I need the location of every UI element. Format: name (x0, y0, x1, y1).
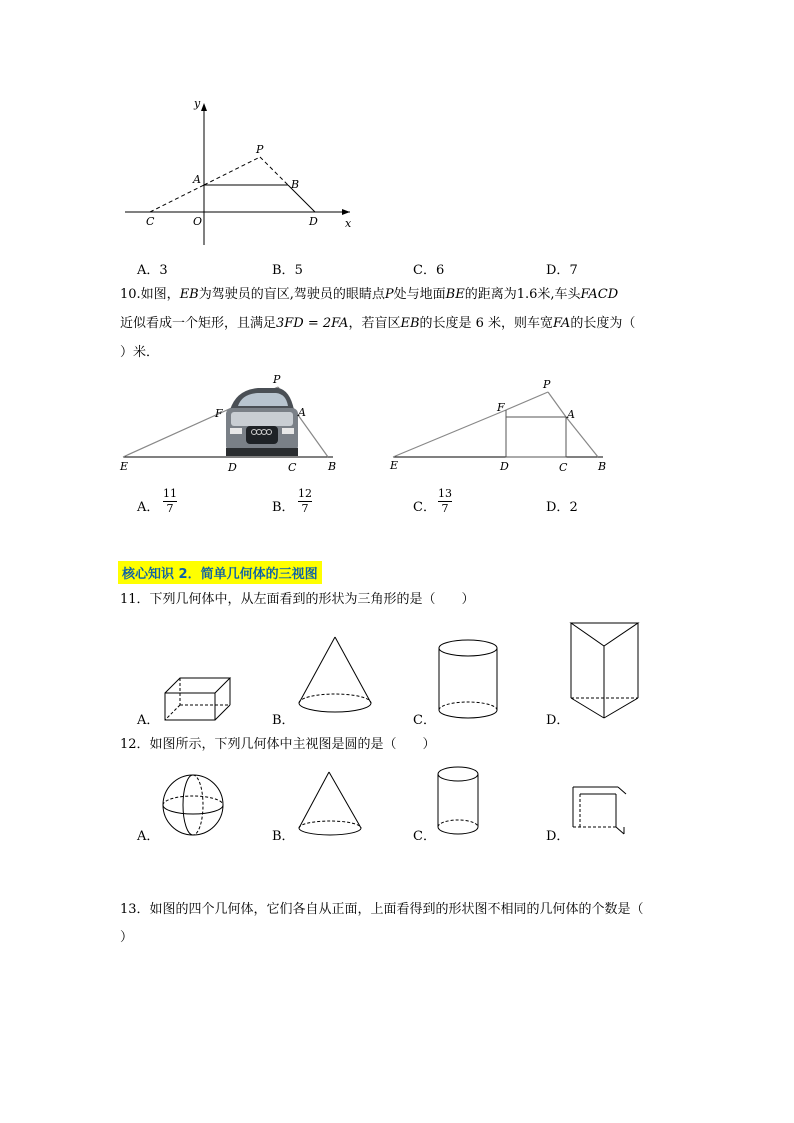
q11-question: 11．下列几何体中，从左面看到的形状为三角形的是（ ） (120, 592, 475, 607)
fig10L-label-B: B (328, 460, 337, 473)
q10-option-c-letter: C． (413, 500, 436, 515)
label-O: O (193, 215, 203, 228)
fig10R-label-F: F (497, 401, 505, 414)
q9-option-c: C．6 (413, 263, 445, 278)
label-A: A (193, 173, 201, 186)
fig10L-label-P: P (273, 373, 281, 386)
q11-cuboid (160, 675, 240, 725)
q10-option-a-fraction: 11 7 (163, 487, 177, 515)
q12-option-b: B． (272, 829, 295, 844)
q11-option-c: C． (413, 713, 436, 728)
q12-option-d: D． (546, 829, 570, 844)
line-AB (566, 417, 598, 457)
q12-option-a: A． (137, 829, 160, 844)
line-EF (393, 410, 506, 457)
q13-question-line1: 13．如图的四个几何体，它们各自从正面，上面看得到的形状图不相同的几何体的个数是（ (120, 902, 644, 917)
fig10L-label-E: E (120, 460, 129, 473)
fig10L-label-A: A (298, 406, 306, 419)
q12-option-c: C． (413, 829, 436, 844)
fig10R-label-D: D (500, 460, 509, 473)
q10-option-b-letter: B． (272, 500, 295, 515)
fig10R-label-B: B (598, 460, 607, 473)
q12-cylinder (435, 765, 495, 840)
fig10R-label-P: P (543, 378, 551, 391)
q10-option-c-fraction: 13 7 (438, 487, 452, 515)
q9-option-d: D．7 (546, 263, 578, 278)
label-B: B (291, 178, 300, 191)
car-image (226, 388, 298, 456)
fig10L-label-F: F (215, 407, 223, 420)
fig10R-label-A: A (567, 408, 575, 421)
q11-cylinder (436, 638, 506, 723)
q9-option-a: A．3 (137, 263, 168, 278)
rectangle-FACD (506, 417, 566, 457)
q11-option-a: A． (137, 713, 160, 728)
label-P: P (256, 143, 264, 156)
label-D: D (309, 215, 318, 228)
q11-triangular-prism (568, 618, 643, 723)
fig10L-label-D: D (228, 461, 237, 474)
q10-line2: 近似看成一个矩形，且满足3FD = 2FA，若盲区EB的长度是 6 米，则车宽FA的长度为（ (120, 316, 636, 331)
line-CA (150, 185, 204, 212)
section-heading: 核心知识 2．简单几何体的三视图 (118, 561, 322, 584)
q11-cone (295, 635, 385, 720)
q12-cube-net (568, 782, 638, 842)
line-AP (204, 157, 260, 185)
q11-option-b: B． (272, 713, 295, 728)
q10-left-figure (118, 372, 348, 472)
fig10R-label-C: C (559, 461, 568, 474)
line-PB (260, 157, 288, 185)
q12-question: 12．如图所示，下列几何体中主视图是圆的是（ ） (120, 737, 436, 752)
q9-coordinate-figure (115, 95, 355, 245)
fig10R-label-E: E (390, 459, 399, 472)
label-C: C (146, 215, 155, 228)
q10-option-a-letter: A． (137, 500, 160, 515)
q10-option-d: D．2 (546, 500, 578, 515)
line-FP (506, 392, 548, 410)
q11-option-d: D． (546, 713, 570, 728)
q10-line3: ）米． (120, 345, 160, 360)
q13-question-line2: ） (120, 930, 134, 945)
q10-option-b-fraction: 12 7 (298, 487, 312, 515)
fig10L-label-C: C (288, 461, 297, 474)
line-PA (548, 392, 566, 417)
q10-line1: 10.如图，EB为驾驶员的盲区,驾驶员的眼睛点P处与地面BE的距离为1.6米,车头FACD (120, 287, 619, 302)
label-y: y (194, 97, 201, 110)
label-x: x (345, 217, 352, 230)
q12-cone (295, 770, 375, 845)
q9-option-b: B．5 (272, 263, 303, 278)
q12-sphere (160, 772, 230, 842)
q10-right-figure (388, 372, 618, 472)
